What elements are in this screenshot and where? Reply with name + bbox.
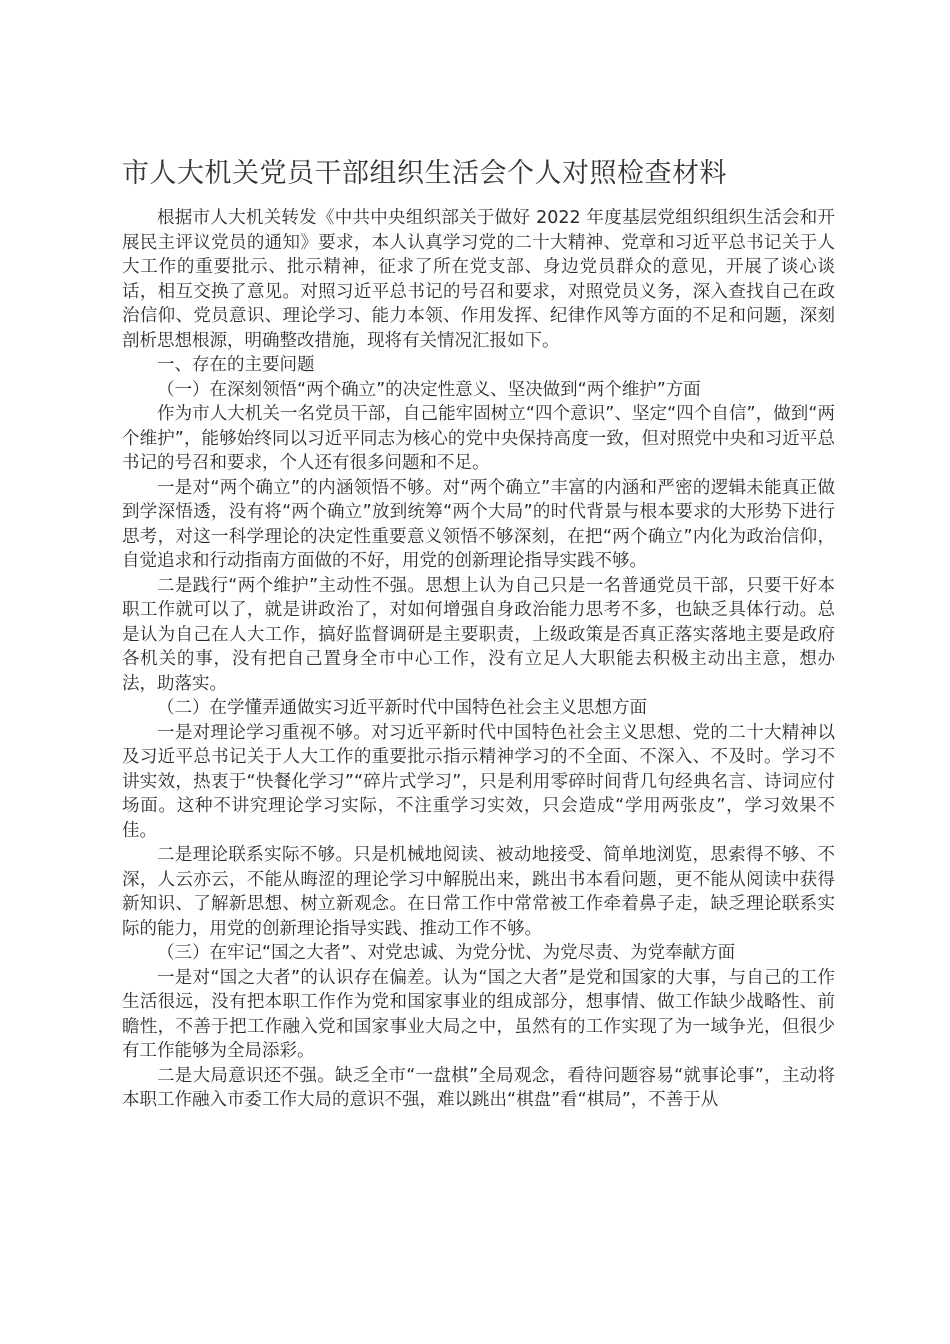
paragraph: 一是对“国之大者”的认识存在偏差。认为“国之大者”是党和国家的大事，与自己的工作生活很远，没有把本职工作作为党和国家事业的组成部分，想事情、做工作缺少战略性、前瞻性，不善于把工作融入党和国家事业大局之中，虽然有的工作实现了为一域争光，但很少有工作能够为全局添彩。 — [122, 967, 835, 1061]
paragraph: 一是对理论学习重视不够。对习近平新时代中国特色社会主义思想、党的二十大精神以及习近平总书记关于人大工作的重要批示指示精神学习的不全面、不深入、不及时。学习不讲实效，热衷于“快餐化学习”“碎片式学习”，只是利用零碎时间背几句经典名言、诗词应付场面。这种不讲究理论学习实际，不注重学习实效，只会造成“学用两张皮”，学习效果不佳。 — [122, 722, 835, 841]
subsection-heading-2: （二）在学懂弄通做实习近平新时代中国特色社会主义思想方面 — [157, 698, 647, 718]
paragraph: 作为市人大机关一名党员干部，自己能牢固树立“四个意识”、坚定“四个自信”，做到“两个维护”，能够始终同以习近平同志为核心的党中央保持高度一致，但对照党中央和习近平总书记的号召和要求，个人还有很多问题和不足。 — [122, 404, 835, 473]
paragraph: 二是大局意识还不强。缺乏全市“一盘棋”全局观念，看待问题容易“就事论事”，主动将本职工作融入市委工作大局的意识不强，难以跳出“棋盘”看“棋局”，不善于从 — [122, 1065, 835, 1110]
subsection-heading-1: （一）在深刻领悟“两个确立”的决定性意义、坚决做到“两个维护”方面 — [157, 379, 701, 400]
paragraph: 二是理论联系实际不够。只是机械地阅读、被动地接受、简单地浏览，思索得不够、不深，人云亦云，不能从晦涩的理论学习中解脱出来，跳出书本看问题，更不能从阅读中获得新知识、了解新思想、树立新观念。在日常工作中常常被工作牵着鼻子走，缺乏理论联系实际的能力，用党的创新理论指导实践、推动工作不够。 — [122, 845, 835, 939]
document-title: 市人大机关党员干部组织生活会个人对照检查材料 — [122, 158, 727, 189]
intro-paragraph: 根据市人大机关转发《中共中央组织部关于做好 2022 年度基层党组织组织生活会和开展民主评议党员的通知》要求，本人认真学习党的二十大精神、党章和习近平总书记关于人大工作的重要批示、批示精神，征求了所在党支部、身边党员群众的意见，开展了谈心谈话，相互交换了意见。对照习近平总书记的号召和要求，对照党员义务，深入查找自己在政治信仰、党员意识、理论学习、能力本领、作用发挥、纪律作风等方面的不足和问题，深刻剖析思想根源，明确整改措施，现将有关情况汇报如下。 — [122, 208, 835, 351]
paragraph: 一是对“两个确立”的内涵领悟不够。对“两个确立”丰富的内涵和严密的逻辑未能真正做到学深悟透，没有将“两个确立”放到统筹“两个大局”的时代背景与根本要求的大形势下进行思考，对这一科学理论的决定性重要意义领悟不够深刻，在把“两个确立”内化为政治信仰，自觉追求和行动指南方面做的不好，用党的创新理论指导实践不够。 — [122, 477, 835, 571]
section-heading-problems: 一、存在的主要问题 — [157, 355, 315, 375]
document-page — [122, 152, 835, 1113]
subsection-heading-3: （三）在牢记“国之大者”、对党忠诚、为党分忧、为党尽责、为党奉献方面 — [157, 943, 736, 963]
paragraph: 二是践行“两个维护”主动性不强。思想上认为自己只是一名普通党员干部，只要干好本职工作就可以了，就是讲政治了，对如何增强自身政治能力思考不多，也缺乏具体行动。总是认为自己在人大工作，搞好监督调研是主要职责，上级政策是否真正落实落地主要是政府各机关的事，没有把自己置身全市中心工作，没有立足人大职能去积极主动出主意，想办法，助落实。 — [122, 575, 835, 694]
